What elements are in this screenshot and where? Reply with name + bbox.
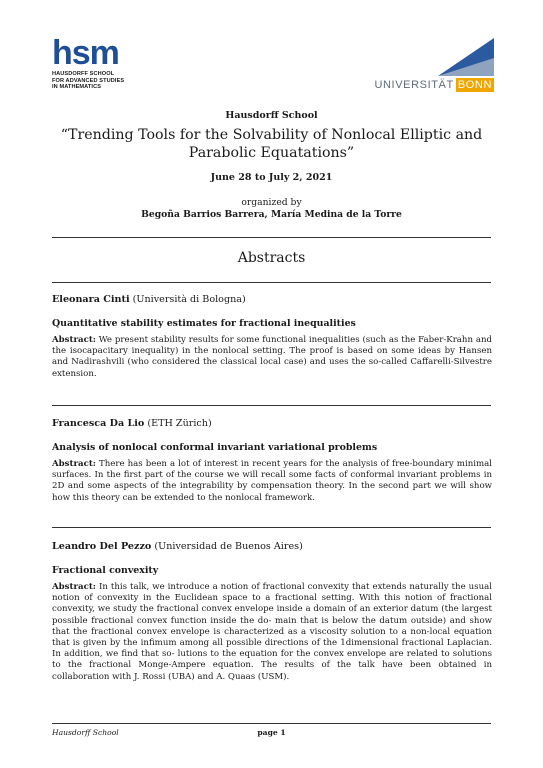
hsm-logo-line: HAUSDORFF SCHOOL (52, 71, 115, 77)
abstract-text: We present stability results for some functional inequalities (such as the Faber-Krahn and the isocapacitary inequality) in the nonlocal setting. The proof is based on some ideas by Hansen and Nadirashvili (who considered the classical local case) and uses the so-called Caffarelli-Silvestre extension. (52, 335, 492, 379)
footer-divider (52, 723, 491, 724)
abstract-entry (52, 294, 492, 380)
abstract-entry (52, 541, 492, 683)
divider (52, 527, 491, 528)
speaker-name: Leandro Del Pezzo (52, 541, 152, 552)
section-heading: Abstracts (237, 250, 306, 266)
divider (52, 405, 491, 406)
event-dates: June 28 to July 2, 2021 (210, 172, 333, 183)
abstract-label: Abstract: (52, 459, 96, 469)
hsm-logo-line: FOR ADVANCED STUDIES (52, 77, 125, 84)
speaker-line (52, 418, 492, 429)
event-title: “Trending Tools for the Solvability of Nonlocal Elliptic and Parabolic Equatations” (60, 127, 483, 161)
page-number: page 1 (257, 728, 286, 737)
talk-title: Analysis of nonlocal conformal invariant variational problems (52, 442, 378, 453)
hsm-logo-subtitle (52, 71, 142, 91)
abstract-entry (52, 418, 492, 504)
talk-title: Quantitative stability estimates for fractional inequalities (52, 318, 356, 329)
speaker-name: Eleonara Cinti (52, 294, 130, 305)
abstract-body (52, 335, 492, 380)
speaker-affiliation: (Universidad de Buenos Aires) (154, 541, 303, 552)
speaker-line (52, 294, 492, 305)
talk-title: Fractional convexity (52, 565, 159, 576)
speaker-line (52, 541, 492, 552)
uni-bonn-logo (374, 38, 494, 94)
abstract-text: In this talk, we introduce a notion of fractional convexity that extends naturally the usual notion of convexity in the Euclidean space to a fractional setting. With this notion of fractional convexity, we study the fractional convex envelope inside a domain of an exterior datum (the largest possible fractional convex function inside the do- main that is below the datum outside) and show that the fractional convex envelope is characterized as a viscosity solution to a non-local equation that is given by the infimum among all possible directions of the 1dimensional fractional Laplacian. In addition, we find that so- lutions to the equation for the convex envelope are related to solutions to the fractional Monge-Ampere equation. The results of the talk have been obtained in collaboration with J. Rossi (UBA) and A. Quaas (USM). (52, 582, 492, 682)
speaker-name: Francesca Da Lio (52, 418, 145, 429)
hsm-logo-word: hsm (52, 34, 119, 72)
abstract-label: Abstract: (52, 335, 96, 345)
divider (52, 282, 491, 283)
footer-school: Hausdorff School (52, 728, 119, 737)
abstract-text: There has been a lot of interest in recent years for the analysis of free-boundary minimal surfaces. In the first part of the course we will recall some facts of conformal invariant problems in 2D and some aspects of the integrability by compensation theory. In the second part we will show how this theory can be extended to the nonlocal framework. (52, 459, 492, 503)
speaker-affiliation: (Università di Bologna) (132, 294, 246, 305)
abstract-body (52, 459, 492, 504)
abstract-body (52, 582, 492, 683)
bonn-emblem-icon (438, 38, 494, 76)
organizers: Begoña Barrios Barrera, María Medina de la Torre (141, 209, 402, 220)
speaker-affiliation: (ETH Zürich) (147, 418, 212, 429)
uni-bonn-wordmark (374, 78, 494, 92)
organized-by-label: organized by (241, 197, 302, 208)
abstract-label: Abstract: (52, 582, 96, 592)
school-name: Hausdorff School (225, 110, 318, 121)
uni-word: UNIVERSITÄT (374, 79, 454, 91)
hsm-logo (52, 34, 142, 91)
hsm-logo-line: IN MATHEMATICS (52, 84, 102, 91)
divider (52, 237, 491, 238)
uni-city-badge: BONN (457, 79, 492, 91)
